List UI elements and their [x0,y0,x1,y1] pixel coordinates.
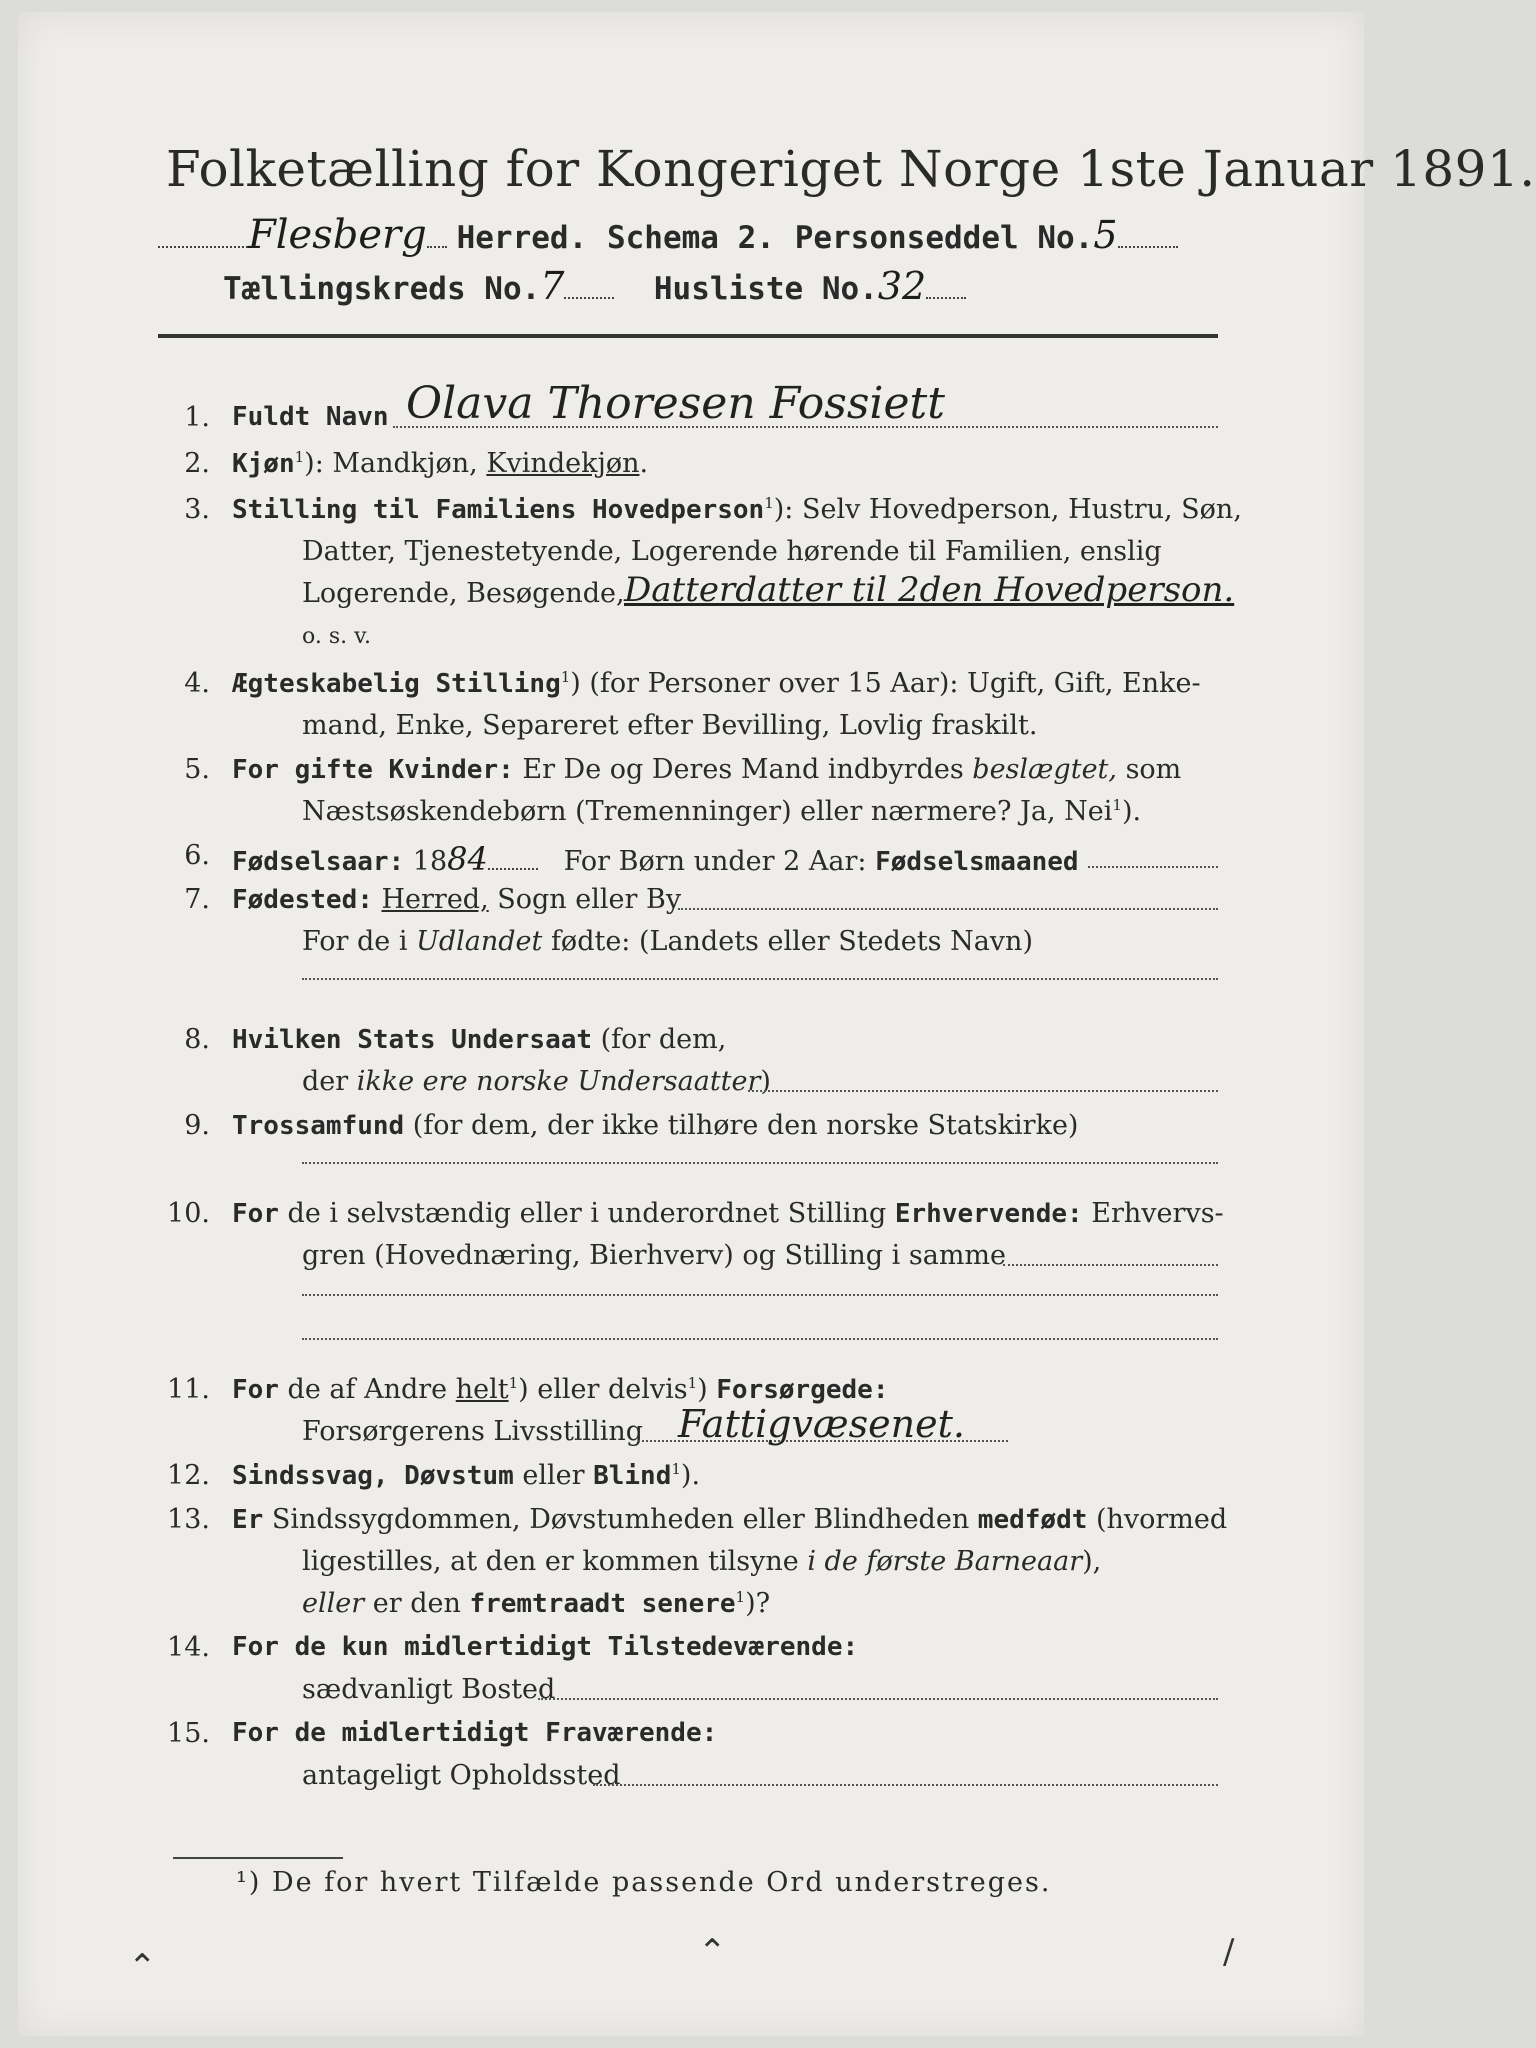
footnote-ref: 1 [764,494,774,512]
text-fragment: (hvormed [1087,1504,1228,1535]
text-fragment: Erhvervs- [1082,1198,1224,1229]
field-text [232,448,648,479]
footnote-ref: 1 [508,1374,519,1392]
field-number: 5. [184,754,210,785]
text-line: gren (Hovednæring, Bierhverv) og Stilling i samme [302,1240,1007,1271]
field-text [232,1374,888,1405]
field-label: Hvilken Stats [232,1025,452,1055]
fill-line [678,908,1218,910]
footnote-ref: 1 [560,668,571,686]
taellingskreds-value: 7 [540,264,565,308]
field-text [232,1504,1227,1535]
field-label: Ægteskabelig Stilling [232,669,561,699]
text-fragment: Sogn eller By [488,884,682,915]
field-number: 4. [184,668,210,699]
herred-value: Flesberg [248,212,427,258]
text-fragment: eller [513,1460,594,1491]
field-label: Erhvervende: [894,1199,1083,1229]
field-label: Er [232,1505,264,1535]
text-line: o. s. v. [302,624,371,649]
field-text [232,840,1079,878]
field-label: Forsørgede: [716,1375,889,1405]
field-label: For [232,1375,279,1405]
option-male: Mandkjøn, [332,448,478,479]
field-label: Fødselsaar: [232,847,405,877]
field-text [232,1460,700,1491]
fill-line [393,426,1218,428]
field-number: 11. [167,1374,210,1405]
fill-line [1088,866,1218,868]
field-label: For de midlertidigt Fraværende: [232,1718,718,1748]
text-line: Næstsøskendebørn (Tremenninger) eller nærmere? Ja, Nei$^1$). [302,796,1142,827]
field-label: fremtraadt senere [469,1589,736,1619]
footnote-ref: 1 [671,1460,681,1478]
full-name-value: Olava Thoresen Fossiett [406,378,945,429]
option-female-underlined: Kvindekjøn [486,448,640,479]
text-fragment: er den [364,1588,470,1619]
text-fragment: eller [302,1588,365,1619]
field-label: Undersaat [451,1025,593,1055]
field-label: Fuldt Navn [232,402,389,432]
field-number: 3. [184,494,210,525]
text-fragment: For de i [302,926,417,957]
field-number: 13. [167,1504,210,1535]
text-fragment: ) (for Personer over 15 Aar): Ugift, Gift, Enke- [570,668,1201,699]
fill-line [302,978,1218,980]
text-fragment: . [639,448,649,479]
field-label: Fødested: [232,885,373,915]
schema-label: Schema 2. [606,220,775,256]
field-label: For [232,1199,279,1229]
husliste-label: Husliste No. [653,271,878,307]
field-label: Kjøn [232,449,295,479]
text-fragment: (for dem, [592,1024,727,1055]
field-number: 12. [167,1460,210,1491]
text-line: sædvanligt Bosted [302,1674,556,1705]
text-fragment: ). [680,1460,701,1491]
field-label: For de kun midlertidigt Tilstedeværende: [232,1632,859,1662]
field-number: 1. [184,402,210,433]
fill-line [302,1338,1218,1340]
herred-label: Herred. [456,220,588,256]
text-line [302,926,1033,957]
text-fragment: Næstsøskendebørn (Tremenninger) eller nærmere? Ja, Nei [302,796,1113,827]
text-line: antageligt Opholdssted [302,1760,621,1791]
text-fragment: ), [1082,1546,1102,1577]
text-line: Datter, Tjenestetyende, Logerende hørende til Familien, enslig [302,536,1162,567]
field-number: 9. [184,1110,210,1141]
text-fragment: ikke ere norske Undersaatter [356,1066,761,1097]
fill-line [538,1698,1218,1700]
text-fragment: ) eller delvis [518,1374,688,1405]
header-rule [158,334,1218,338]
text-fragment: (for dem, der ikke tilhøre den norske Statskirke) [404,1110,1079,1141]
footnote-ref: 1 [687,1374,698,1392]
field-text [232,494,1242,525]
field-text [232,884,681,915]
field-text [232,668,1201,699]
field-number: 7. [184,884,210,915]
field-label: For gifte Kvinder: [232,755,514,785]
field-number: 15. [167,1718,210,1749]
fill-line [1003,1264,1218,1266]
footnote-ref: 1 [294,448,305,466]
field-label: Stilling til Familiens Hovedperson [232,495,765,525]
option-herred-underlined: Herred, [381,884,489,915]
form-title: Folketælling for Kongeriget Norge 1ste Januar 1891. [166,140,1536,198]
field-text [232,1110,1078,1141]
text-fragment: fødte: (Landets eller Stedets Navn) [542,926,1033,957]
fill-line [748,1090,1218,1092]
text-line [302,1066,771,1097]
text-fragment: ligestilles, at den er kommen tilsyne [302,1546,808,1577]
field-label: medfødt [977,1505,1088,1535]
field-text [232,754,1181,785]
text-fragment: )? [745,1588,771,1619]
text-fragment: Er De og Deres Mand indbyrdes [522,754,973,785]
text-fragment: Sindssygdommen, Døvstumheden eller Blindheden [263,1504,978,1535]
corner-mark: ⌃ [128,1947,157,1987]
fill-line [302,1294,1218,1296]
field-number: 8. [184,1024,210,1055]
text-fragment: ): Selv Hovedperson, Hustru, Søn, [773,494,1242,525]
field-number: 14. [167,1632,210,1663]
footnote-rule [173,1857,343,1859]
header-line-herred [158,212,1178,258]
text-fragment: de i selvstændig eller i underordnet Stilling [278,1198,895,1229]
text-fragment: ): [304,448,333,479]
text-fragment: de af Andre [278,1374,456,1405]
header-line-taellingskreds [223,264,966,308]
text-fragment: beslægtet, [972,754,1117,785]
field-label: Sindssvag, Døvstum [232,1461,514,1491]
fill-line [302,1162,1218,1164]
husliste-value: 32 [877,264,927,308]
taellingskreds-label: Tællingskreds No. [223,271,541,307]
text-fragment: 18 [412,846,448,877]
text-line [302,1546,1101,1577]
field-text [232,1024,726,1055]
text-line: mand, Enke, Separeret efter Bevilling, Lovlig fraskilt. [302,710,1038,741]
field-text [232,1198,1224,1229]
field-number: 2. [184,448,210,479]
text-fragment: For Børn under 2 Aar: [563,846,876,877]
census-form-page [18,12,1536,2036]
birth-year-value: 84 [447,840,488,878]
field-label: Blind [593,1461,672,1491]
text-fragment: ) [697,1374,717,1405]
option-helt-underlined: helt [455,1374,509,1405]
provider-occupation-value: Fattigvæsenet. [678,1402,965,1446]
family-position-value: Datterdatter til 2den Hovedperson. [624,570,1235,610]
text-fragment: i de første Barneaar [807,1546,1083,1577]
text-fragment: Udlandet [416,926,543,957]
footnote-ref: 1 [735,1588,746,1606]
text-line: Forsørgerens Livsstilling [302,1416,644,1447]
footnote: ¹) De for hvert Tilfælde passende Ord understreges. [236,1867,1052,1898]
fill-line [593,1784,1218,1786]
field-label: Trossamfund [232,1111,405,1141]
center-mark: ⌃ [698,1932,727,1972]
footnote-ref: 1 [1112,796,1122,814]
personseddel-value: 5 [1093,213,1118,257]
text-line: Logerende, Besøgende, [302,578,625,609]
field-number: 6. [184,840,210,871]
text-fragment: ) [760,1066,771,1097]
edge-mark: / [1223,1932,1235,1972]
personseddel-label: Personseddel No. [794,220,1094,256]
text-fragment: som [1116,754,1182,785]
birth-month-label: Fødselsmaaned [875,847,1079,877]
field-number: 10. [167,1198,210,1229]
text-line [302,1588,770,1619]
text-fragment: der [302,1066,357,1097]
